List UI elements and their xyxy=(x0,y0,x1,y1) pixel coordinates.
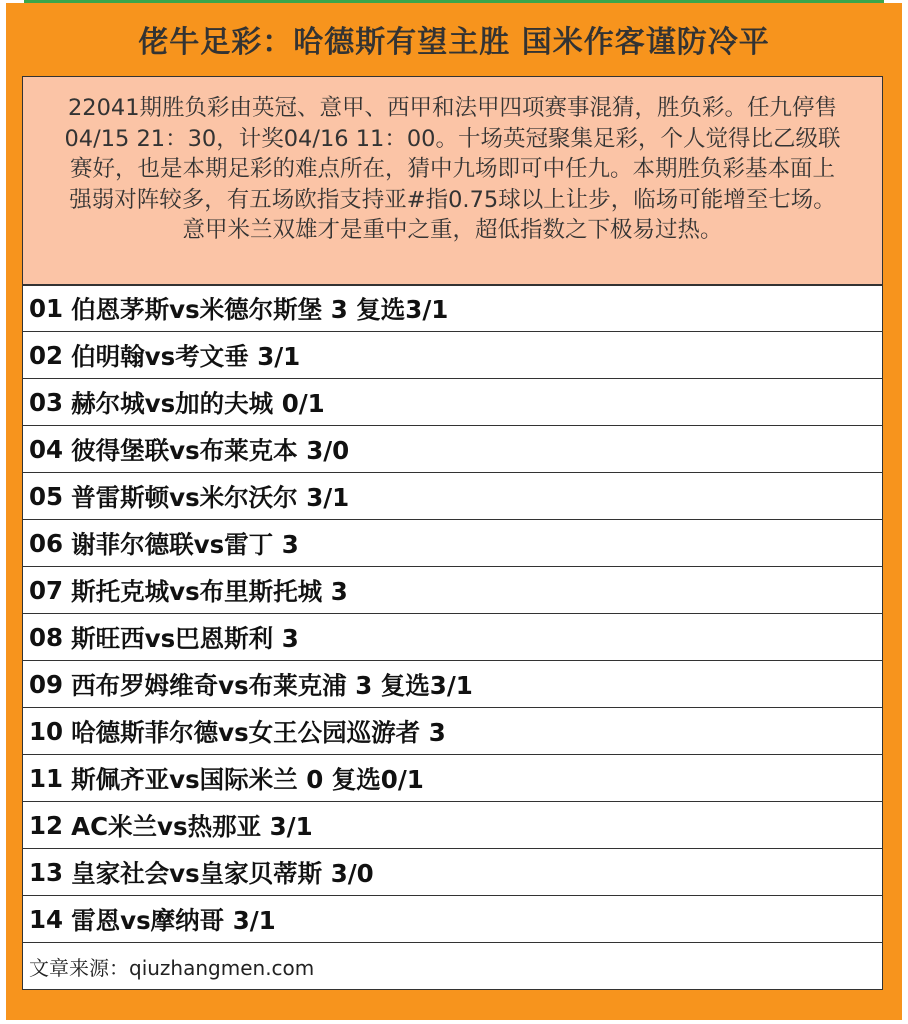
match-number: 09 xyxy=(29,669,64,699)
match-row xyxy=(22,802,883,849)
match-pick: 谢菲尔德联vs雷丁 3 xyxy=(71,529,299,559)
match-row xyxy=(22,661,883,708)
intro-line: 强弱对阵较多，有五场欧指支持亚#指0.75球以上让步，临场可能增至七场。 xyxy=(69,186,836,213)
match-pick: AC米兰vs热那亚 3/1 xyxy=(71,811,313,841)
match-pick: 彼得堡联vs布莱克本 3/0 xyxy=(71,435,350,465)
match-number: 11 xyxy=(29,763,64,793)
match-pick: 赫尔城vs加的夫城 0/1 xyxy=(71,388,325,418)
intro-line: 意甲米兰双雄才是重中之重，超低指数之下极易过热。 xyxy=(182,217,723,243)
match-number: 02 xyxy=(29,340,64,370)
match-row xyxy=(22,473,883,520)
match-row xyxy=(22,520,883,567)
match-row xyxy=(22,708,883,755)
match-number: 06 xyxy=(29,528,64,558)
article-card xyxy=(6,3,902,1020)
intro-line: 赛好，也是本期足彩的难点所在，猜中九场即可中任九。本期胜负彩基本面上 xyxy=(69,156,835,182)
match-number: 04 xyxy=(29,434,64,464)
intro-line: 22041期胜负彩由英冠、意甲、西甲和法甲四项赛事混猜，胜负彩。任九停售 xyxy=(67,95,838,121)
intro-line: 04/15 21：30，计奖04/16 11：00。十场英冠聚集足彩，个人觉得比乙级联 xyxy=(64,125,841,152)
match-row xyxy=(22,332,883,379)
match-row xyxy=(22,285,883,332)
match-number: 08 xyxy=(29,622,64,652)
match-number: 01 xyxy=(29,294,64,323)
match-pick: 皇家社会vs皇家贝蒂斯 3/0 xyxy=(71,858,374,888)
match-number: 05 xyxy=(29,481,64,511)
match-number: 14 xyxy=(29,904,64,934)
match-pick: 雷恩vs摩纳哥 3/1 xyxy=(71,905,276,935)
match-number: 10 xyxy=(29,716,64,746)
intro-paragraph xyxy=(22,76,883,285)
match-row xyxy=(22,755,883,802)
match-pick: 斯旺西vs巴恩斯利 3 xyxy=(71,623,299,653)
match-pick: 普雷斯顿vs米尔沃尔 3/1 xyxy=(71,482,350,512)
match-number: 03 xyxy=(29,387,64,417)
match-row xyxy=(22,896,883,943)
match-pick: 斯佩齐亚vs国际米兰 0 复选0/1 xyxy=(71,764,424,794)
match-pick: 哈德斯菲尔德vs女王公园巡游者 3 xyxy=(71,717,446,747)
match-row xyxy=(22,426,883,473)
match-row xyxy=(22,379,883,426)
match-row xyxy=(22,567,883,614)
match-number: 12 xyxy=(29,810,64,840)
article-title: 佬牛足彩：哈德斯有望主胜 国米作客谨防冷平 xyxy=(138,25,770,60)
match-pick: 伯恩茅斯vs米德尔斯堡 3 复选3/1 xyxy=(71,295,449,324)
match-pick: 斯托克城vs布里斯托城 3 xyxy=(71,576,348,606)
match-row xyxy=(22,614,883,661)
match-pick: 伯明翰vs考文垂 3/1 xyxy=(71,341,301,371)
match-pick: 西布罗姆维奇vs布莱克浦 3 复选3/1 xyxy=(71,670,473,700)
match-list xyxy=(22,285,883,990)
match-number: 07 xyxy=(29,575,64,605)
match-number: 13 xyxy=(29,857,64,887)
article-source: 文章来源：qiuzhangmen.com xyxy=(22,943,883,990)
match-row xyxy=(22,849,883,896)
